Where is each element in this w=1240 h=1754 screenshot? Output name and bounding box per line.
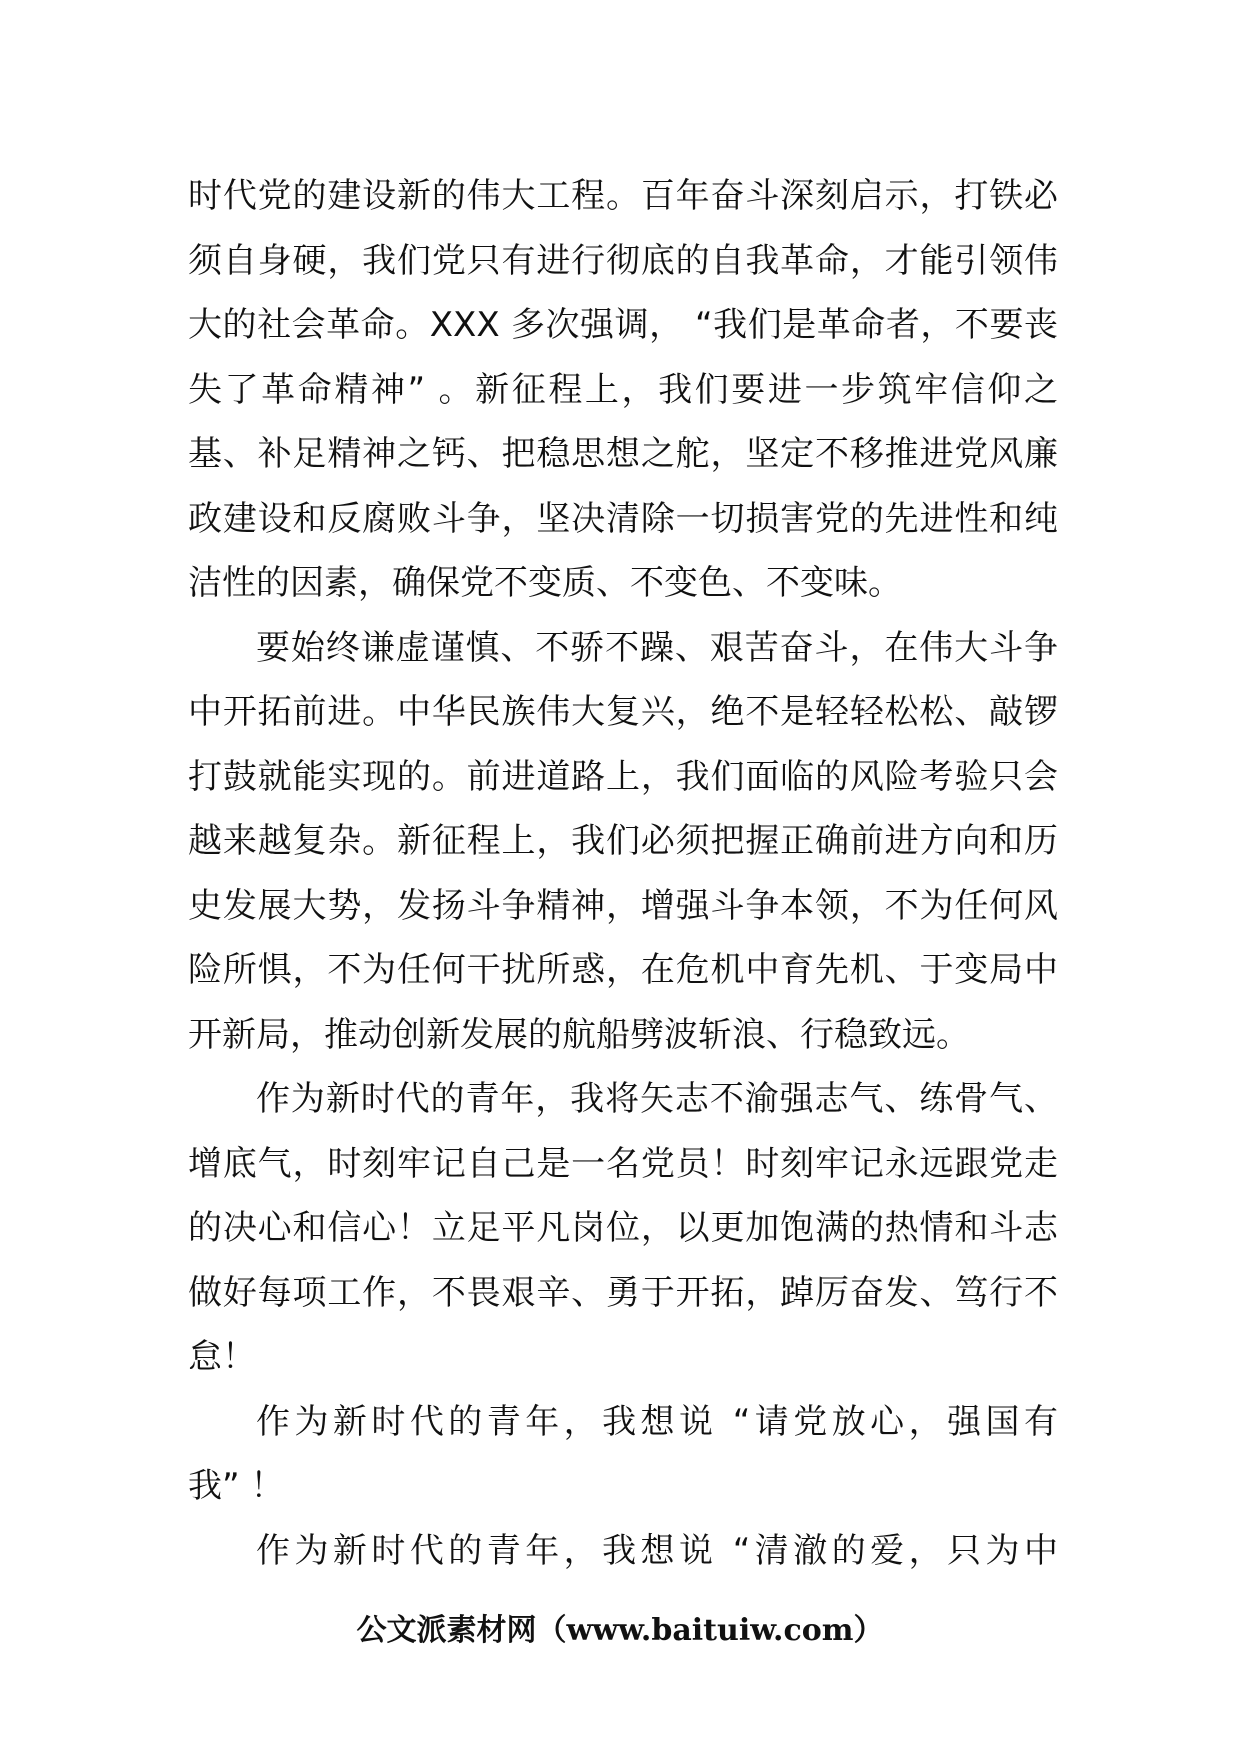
text-line: 险所惧，不为任何干扰所惑，在危机中育先机、于变局中 <box>188 950 1058 990</box>
text-line: 时代党的建设新的伟大工程。百年奋斗深刻启示，打铁必 <box>188 176 1058 216</box>
text-line: 开新局，推动创新发展的航船劈波斩浪、行稳致远。 <box>188 1014 970 1055</box>
text-line: 增底气，时刻牢记自己是一名党员！时刻牢记永远跟党走 <box>188 1143 1058 1184</box>
text-line: 越来越复杂。新征程上，我们必须把握正确前进方向和历 <box>188 821 1058 861</box>
text-line: 怠！ <box>188 1337 256 1377</box>
text-line: 要始终谦虚谨慎、不骄不躁、艰苦奋斗，在伟大斗争 <box>256 627 1058 668</box>
text-line: 我” ！ <box>188 1466 285 1506</box>
text-line: 基、补足精神之钙、把稳思想之舵，坚定不移推进党风廉 <box>188 434 1058 474</box>
text-line: 失了革命精神” 。新征程上，我们要进一步筑牢信仰之 <box>188 369 1058 410</box>
text-line: 做好每项工作，不畏艰辛、勇于开拓，踔厉奋发、笃行不 <box>188 1272 1058 1313</box>
text-line: 史发展大势，发扬斗争精神，增强斗争本领，不为任何风 <box>188 885 1058 926</box>
text-line: 作为新时代的青年，我想说 “清澈的爱，只为中 <box>256 1530 1058 1571</box>
text-line: 打鼓就能实现的。前进道路上，我们面临的风险考验只会 <box>188 756 1058 797</box>
text-line: 须自身硬，我们党只有进行彻底的自我革命，才能引领伟 <box>188 240 1058 281</box>
text-line: 大的社会革命。XXX 多次强调， “我们是革命者，不要丧 <box>188 305 1058 345</box>
text-line: 政建设和反腐败斗争，坚决清除一切损害党的先进性和纯 <box>188 498 1058 539</box>
text-line: 作为新时代的青年，我将矢志不渝强志气、练骨气、 <box>256 1079 1058 1119</box>
text-line: 的决心和信心！立足平凡岗位，以更加饱满的热情和斗志 <box>188 1208 1058 1248</box>
footer-watermark: 公文派素材网（www.baituiw.com） <box>356 1613 884 1648</box>
document-body <box>188 164 1058 1583</box>
text-line: 洁性的因素，确保党不变质、不变色、不变味。 <box>188 563 902 603</box>
text-line: 作为新时代的青年，我想说 “请党放心，强国有 <box>256 1401 1058 1442</box>
text-line: 中开拓前进。中华民族伟大复兴，绝不是轻轻松松、敲锣 <box>188 692 1058 732</box>
